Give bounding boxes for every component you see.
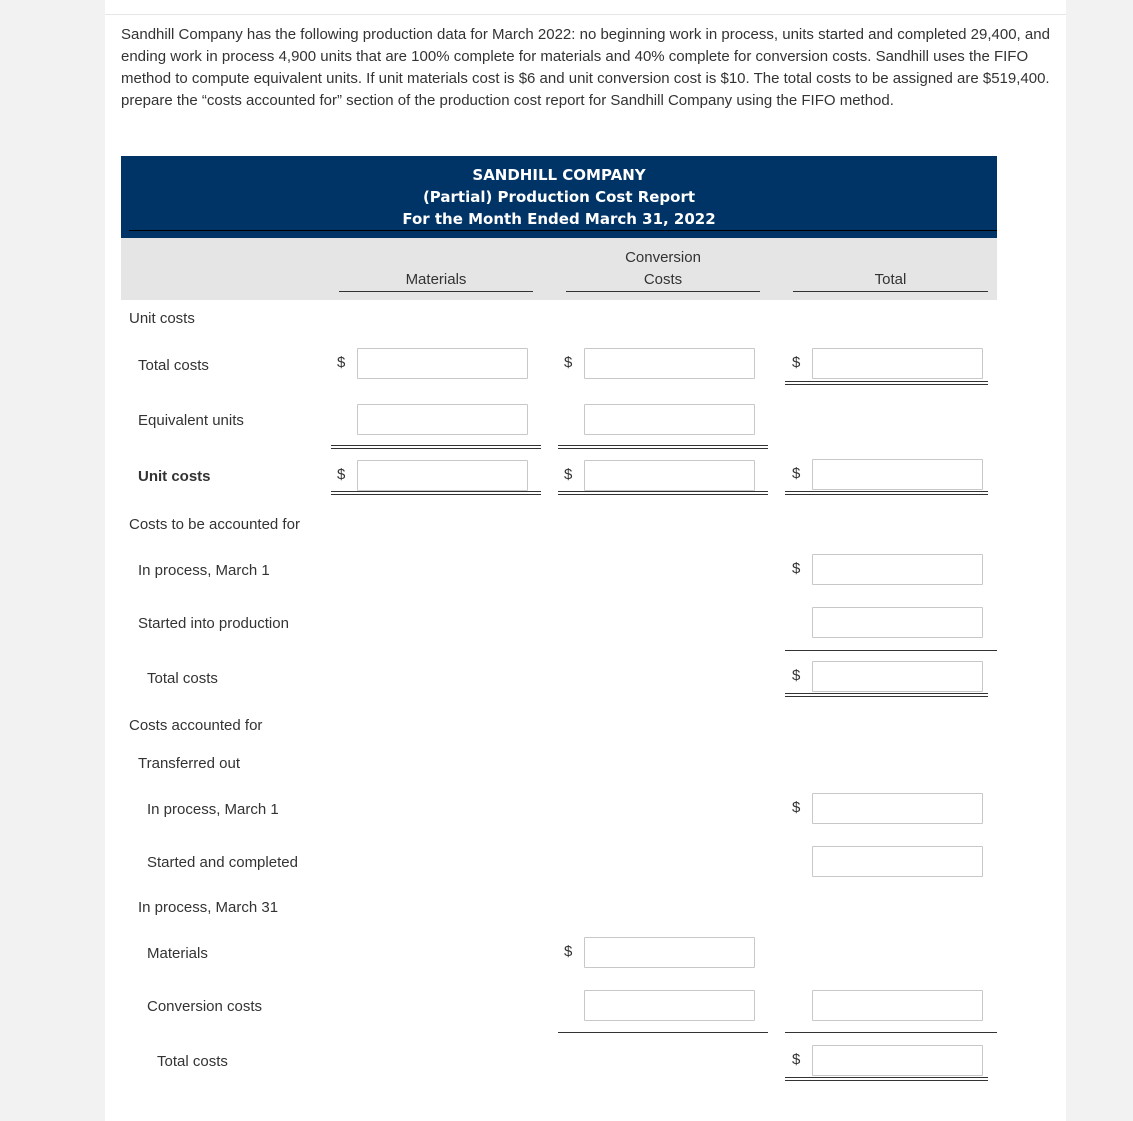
unit-costs-total-input[interactable]	[812, 459, 983, 490]
double-underline	[785, 491, 988, 495]
dollar-sign: $	[792, 799, 801, 816]
total-costs-label: Total costs	[138, 357, 209, 374]
ending-conversion-label: Conversion costs	[147, 998, 263, 1015]
costs-accounted-for-label: Costs accounted for	[129, 717, 263, 734]
double-underline	[785, 693, 988, 697]
double-underline	[558, 445, 768, 449]
equivalent-units-label: Equivalent units	[138, 412, 244, 429]
dollar-sign: $	[792, 1051, 801, 1068]
total-costs-materials-input[interactable]	[357, 348, 528, 379]
equiv-units-conversion-input[interactable]	[584, 404, 755, 435]
costs-accounted-total-input[interactable]	[812, 1045, 983, 1076]
dollar-sign: $	[564, 466, 573, 483]
in-process-march1-label: In process, March 1	[138, 562, 270, 579]
col-total-underline	[793, 291, 988, 292]
in-process-march1-total-input[interactable]	[812, 554, 983, 585]
ending-conversion-input[interactable]	[584, 990, 755, 1021]
single-underline	[785, 650, 997, 651]
started-and-completed-input[interactable]	[812, 846, 983, 877]
ending-materials-label: Materials	[147, 945, 208, 962]
unit-costs-conversion-input[interactable]	[584, 460, 755, 491]
transferred-in-process-march1-label: In process, March 1	[147, 801, 279, 818]
unit-costs-label: Unit costs	[138, 468, 211, 485]
total-costs-total-input[interactable]	[812, 348, 983, 379]
report-period: For the Month Ended March 31, 2022	[402, 210, 716, 228]
double-underline	[331, 445, 541, 449]
col-conversion-line1: Conversion	[625, 249, 701, 266]
single-underline	[558, 1032, 768, 1033]
dollar-sign: $	[337, 354, 346, 371]
costs-accounted-total-label: Total costs	[157, 1053, 228, 1070]
costs-to-be-accounted-label: Costs to be accounted for	[129, 516, 300, 533]
dollar-sign: $	[792, 667, 801, 684]
started-into-production-total-input[interactable]	[812, 607, 983, 638]
ending-materials-input[interactable]	[584, 937, 755, 968]
company-name: SANDHILL COMPANY	[472, 166, 646, 184]
report-header	[121, 156, 997, 238]
col-materials-underline	[339, 291, 533, 292]
top-divider	[105, 14, 1066, 15]
dollar-sign: $	[792, 465, 801, 482]
ending-conversion-total-input[interactable]	[812, 990, 983, 1021]
in-process-march31-label: In process, March 31	[138, 899, 279, 916]
question-text: Sandhill Company has the following production data for March 2022: no beginning work in process, units started and completed 29,400, and ending work in process 4,900 units that are 100% complete for materials and 40% complete for conversion costs. Sandhill uses the FIFO method to compute equivalent units. If unit materials cost is $6 and unit conversion cost is $10. The total costs to be assigned are $519,400. prepare the “costs accounted for” section of the production cost report for Sandhill Company using the FIFO method.	[121, 26, 1050, 109]
col-conversion-underline	[566, 291, 760, 292]
started-and-completed-label: Started and completed	[147, 854, 298, 871]
total-costs-conversion-input[interactable]	[584, 348, 755, 379]
col-conversion-line2: Costs	[643, 271, 683, 288]
transferred-in-process-march1-input[interactable]	[812, 793, 983, 824]
dollar-sign: $	[792, 560, 801, 577]
started-into-production-label: Started into production	[138, 615, 289, 632]
total-costs-label: Total costs	[147, 670, 218, 687]
report-title: (Partial) Production Cost Report	[422, 188, 696, 206]
double-underline	[785, 1077, 988, 1081]
col-materials: Materials	[405, 271, 467, 288]
dollar-sign: $	[792, 354, 801, 371]
dollar-sign: $	[564, 354, 573, 371]
dollar-sign: $	[337, 466, 346, 483]
dollar-sign: $	[564, 943, 573, 960]
header-rule	[129, 230, 997, 231]
unit-costs-materials-input[interactable]	[357, 460, 528, 491]
single-underline	[785, 1032, 997, 1033]
double-underline	[331, 491, 541, 495]
unit-costs-section-label: Unit costs	[129, 310, 195, 327]
transferred-out-label: Transferred out	[138, 755, 240, 772]
costs-to-account-total-input[interactable]	[812, 661, 983, 692]
double-underline	[558, 491, 768, 495]
double-underline	[785, 381, 988, 385]
col-total: Total	[874, 271, 907, 288]
equiv-units-materials-input[interactable]	[357, 404, 528, 435]
